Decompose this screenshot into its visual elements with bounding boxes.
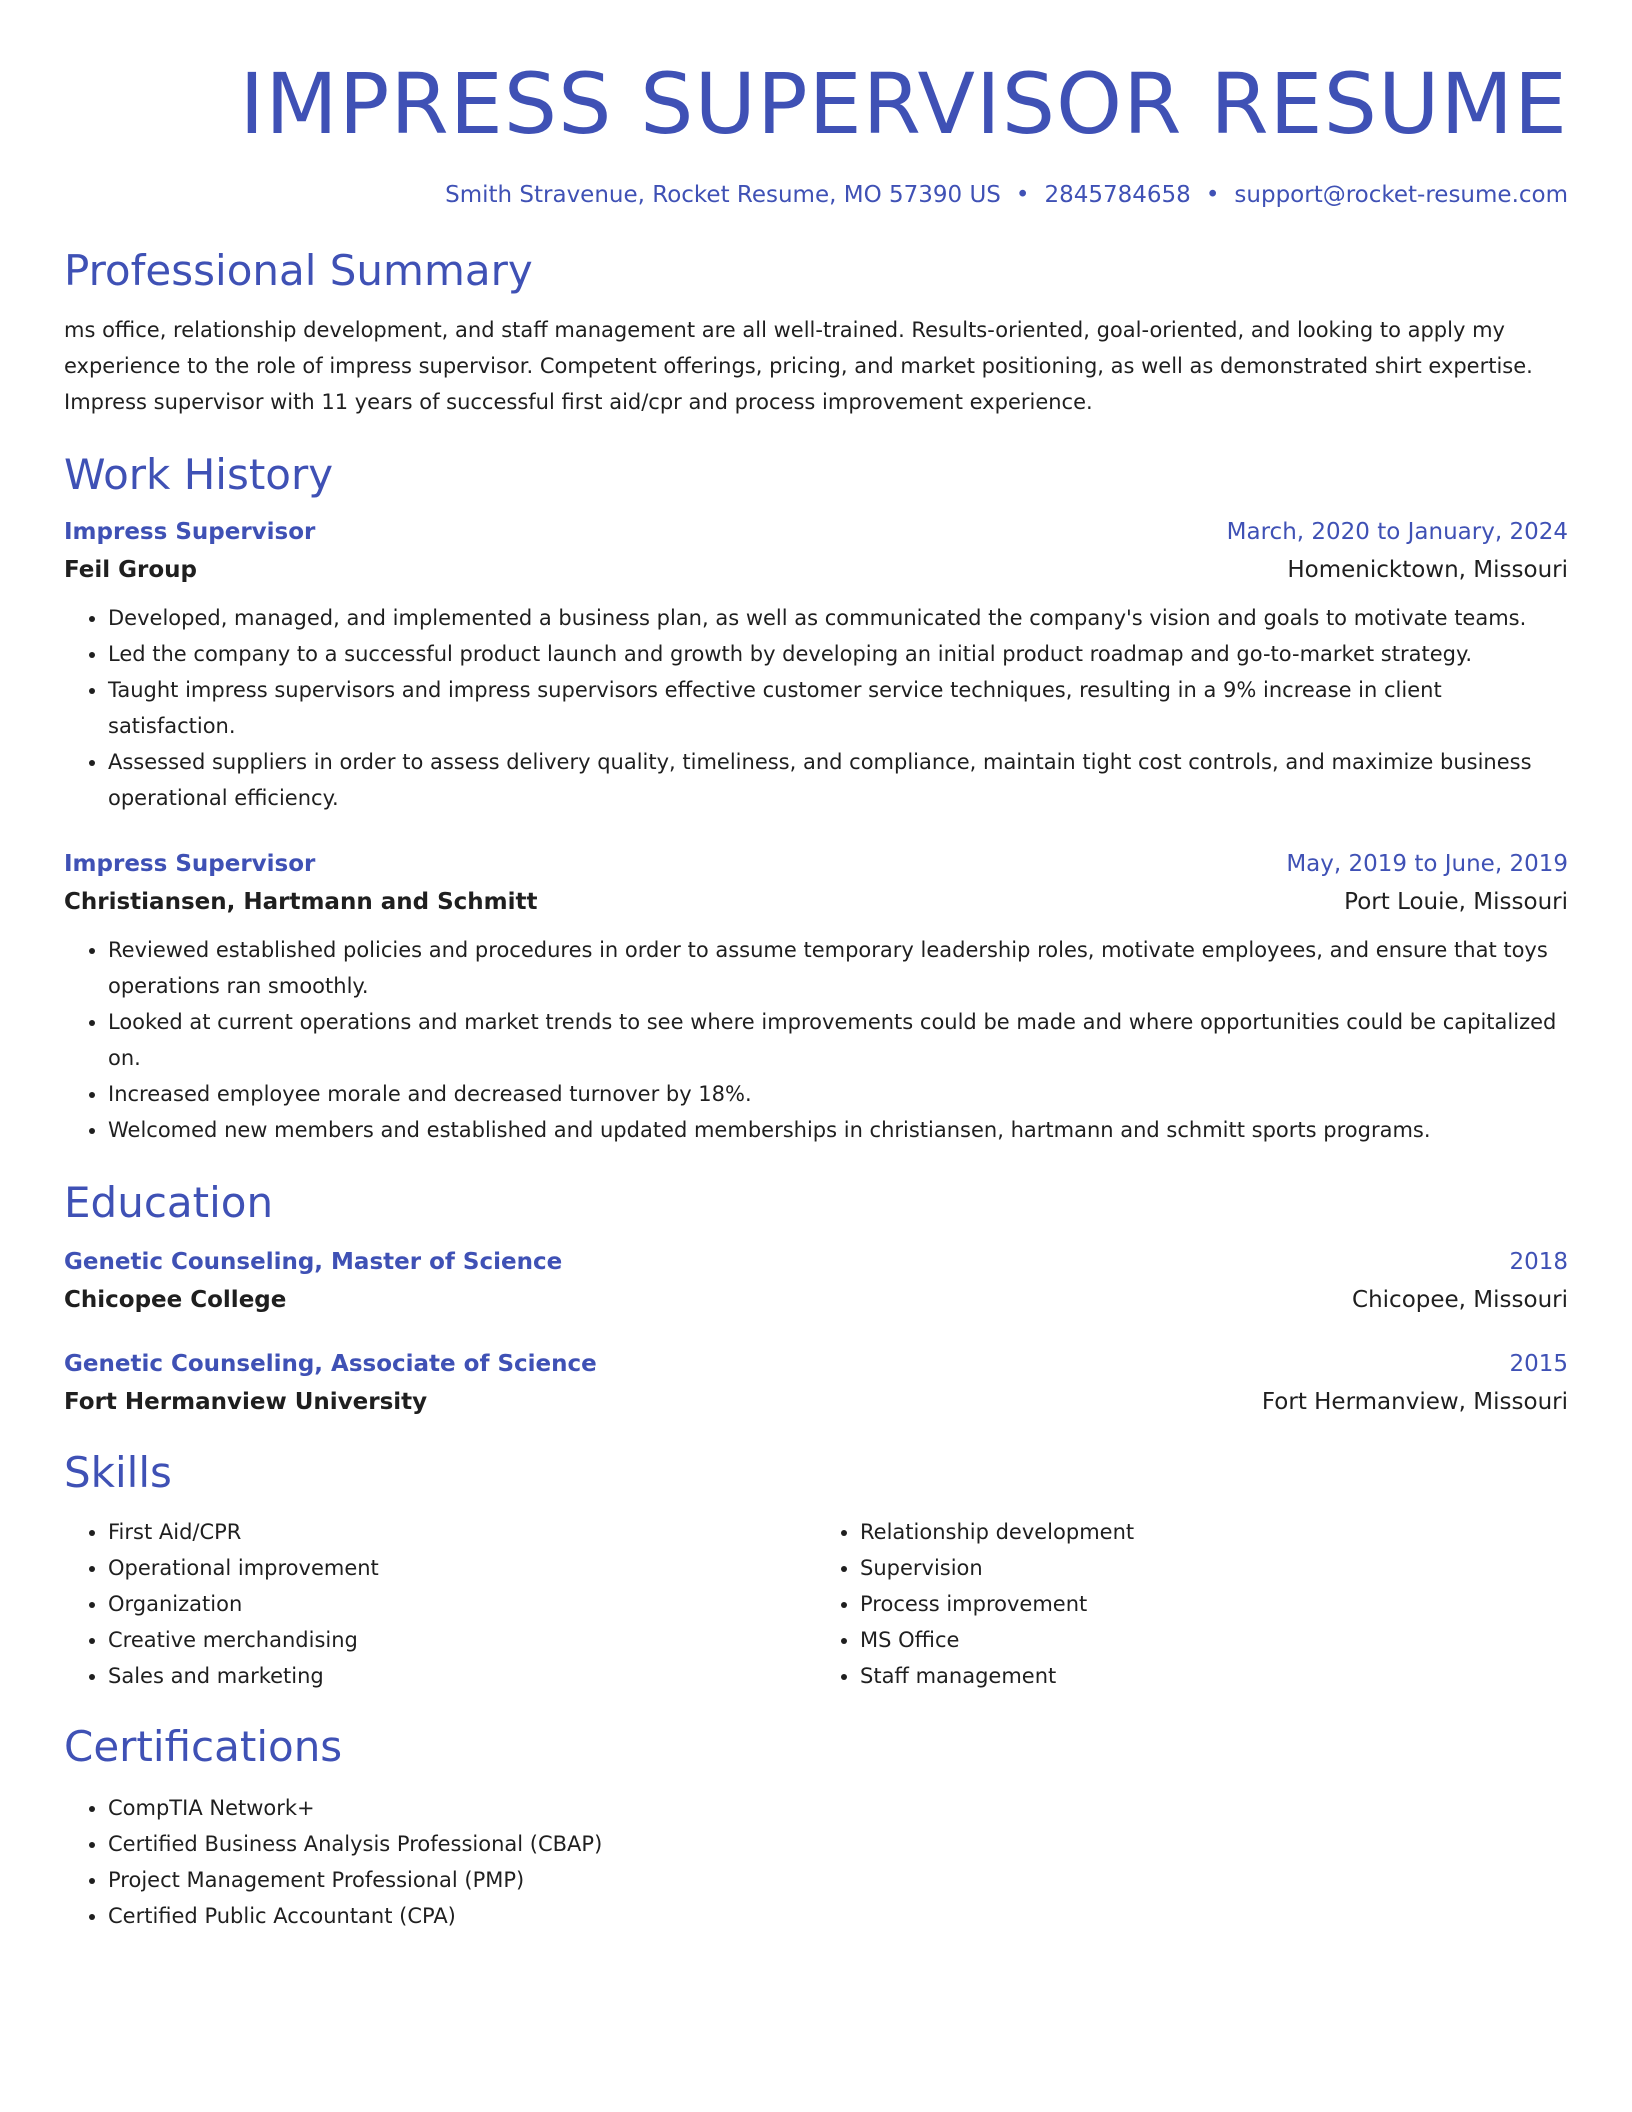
school-name: Fort Hermanview University: [64, 1389, 428, 1415]
job-company: Christiansen, Hartmann and Schmitt: [64, 889, 538, 915]
job-title: Impress Supervisor: [64, 851, 316, 877]
list-item: • Increased employee morale and decreased turnover by 18%.: [108, 1076, 1568, 1112]
job-location: Port Louie, Missouri: [1344, 889, 1568, 915]
skill-item: • Process improvement: [860, 1586, 1568, 1622]
contact-line: [64, 182, 1568, 208]
section-heading: Professional Summary: [64, 246, 533, 295]
skills-list-left: [64, 1514, 816, 1694]
job-responsibilities: [64, 600, 1568, 816]
job-dates: May, 2019 to June, 2019: [1286, 851, 1568, 877]
contact-address: Smith Stravenue, Rocket Resume, MO 57390 US: [445, 182, 1001, 208]
list-item: • Looked at current operations and market trends to see where improvements could be made and where opportunities could be capitalized on.: [108, 1004, 1568, 1076]
degree-row: [64, 1346, 1568, 1382]
job-title-row: [64, 514, 1568, 550]
skills-grid: [64, 1514, 1568, 1694]
education-entry: [64, 1346, 1568, 1422]
certification-item: • Certified Public Accountant (CPA): [108, 1898, 1568, 1934]
list-item: • Welcomed new members and established and updated memberships in christiansen, hartmann and schmitt sports programs.: [108, 1112, 1568, 1148]
job-company-row: [64, 550, 1568, 590]
skill-item: • First Aid/CPR: [108, 1514, 816, 1550]
school-location: Fort Hermanview, Missouri: [1261, 1389, 1568, 1415]
education-entry: [64, 1244, 1568, 1320]
skill-item: • Operational improvement: [108, 1550, 816, 1586]
education-section: [64, 1178, 1568, 1422]
list-item: • Taught impress supervisors and impress supervisors effective customer service techniques, resulting in a 9% increase in client satisfaction.: [108, 672, 1568, 744]
certification-item: • Certified Business Analysis Professional (CBAP): [108, 1826, 1568, 1862]
job-company: Feil Group: [64, 557, 198, 583]
contact-email: support@rocket-resume.com: [1234, 182, 1568, 208]
certification-item: • Project Management Professional (PMP): [108, 1862, 1568, 1898]
graduation-year: 2018: [1509, 1249, 1568, 1275]
resume-header: [64, 56, 1568, 208]
work-history-section: [64, 450, 1568, 1148]
school-row: [64, 1382, 1568, 1422]
school-row: [64, 1280, 1568, 1320]
job-responsibilities: [64, 932, 1568, 1148]
certifications-section: [64, 1722, 1568, 1934]
list-item: • Developed, managed, and implemented a business plan, as well as communicated the company's vision and goals to motivate teams.: [108, 600, 1568, 636]
bullet-separator: •: [1015, 182, 1030, 208]
contact-phone: 2845784658: [1044, 182, 1191, 208]
section-heading: Skills: [64, 1448, 172, 1497]
job-dates: March, 2020 to January, 2024: [1226, 519, 1568, 545]
degree-row: [64, 1244, 1568, 1280]
skill-item: • Relationship development: [860, 1514, 1568, 1550]
job-entry: [64, 514, 1568, 816]
list-item: • Reviewed established policies and procedures in order to assume temporary leadership roles, motivate employees, and ensure that toys operations ran smoothly.: [108, 932, 1568, 1004]
skill-item: • Creative merchandising: [108, 1622, 816, 1658]
skill-item: • Staff management: [860, 1658, 1568, 1694]
degree: Genetic Counseling, Associate of Science: [64, 1351, 597, 1377]
certifications-list: [64, 1790, 1568, 1934]
degree: Genetic Counseling, Master of Science: [64, 1249, 563, 1275]
professional-summary-section: [64, 246, 1568, 420]
section-heading: Work History: [64, 450, 334, 499]
skills-list-right: [816, 1514, 1568, 1694]
job-entry: [64, 846, 1568, 1148]
summary-text: ms office, relationship development, and staff management are all well-trained. Results-oriented, goal-oriented, and looking to apply my experience to the role of impress supervisor. Competent offerings, pricing, and market positioning, as well as demonstrated shirt expertise. Impress supervisor with 11 years of successful first aid/cpr and process improvement experience.: [64, 318, 1533, 414]
job-title: Impress Supervisor: [64, 519, 316, 545]
resume-title: IMPRESS SUPERVISOR RESUME: [239, 55, 1568, 153]
job-title-row: [64, 846, 1568, 882]
skills-section: [64, 1448, 1568, 1694]
skill-item: • Supervision: [860, 1550, 1568, 1586]
graduation-year: 2015: [1509, 1351, 1568, 1377]
school-location: Chicopee, Missouri: [1352, 1287, 1568, 1313]
job-location: Homenicktown, Missouri: [1287, 557, 1568, 583]
certification-item: • CompTIA Network+: [108, 1790, 1568, 1826]
list-item: • Led the company to a successful product launch and growth by developing an initial product roadmap and go-to-market strategy.: [108, 636, 1568, 672]
list-item: • Assessed suppliers in order to assess delivery quality, timeliness, and compliance, maintain tight cost controls, and maximize business operational efficiency.: [108, 744, 1568, 816]
skill-item: • MS Office: [860, 1622, 1568, 1658]
section-heading: Education: [64, 1178, 274, 1227]
skill-item: • Organization: [108, 1586, 816, 1622]
job-company-row: [64, 882, 1568, 922]
section-heading: Certifications: [64, 1722, 343, 1771]
school-name: Chicopee College: [64, 1287, 287, 1313]
skill-item: • Sales and marketing: [108, 1658, 816, 1694]
bullet-separator: •: [1205, 182, 1220, 208]
